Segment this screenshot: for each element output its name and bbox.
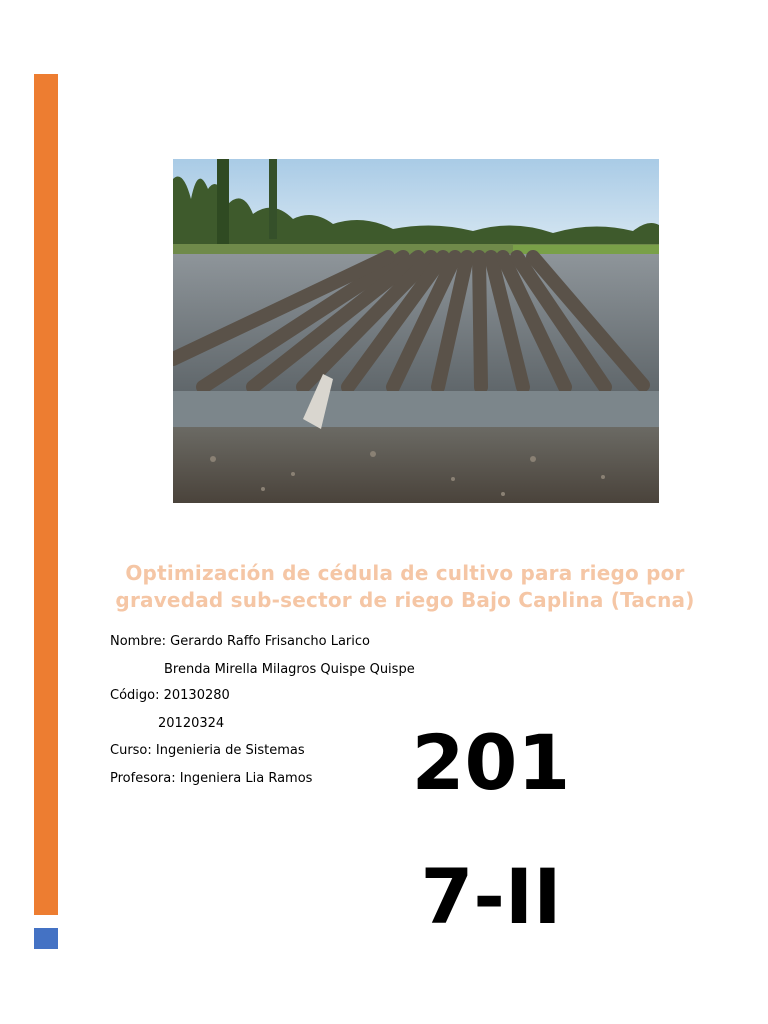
accent-bar — [34, 74, 58, 915]
course: Curso: Ingenieria de Sistemas — [110, 743, 305, 758]
title-line-2: gravedad sub-sector de riego Bajo Caplina (Tacna) — [115, 588, 695, 612]
year-line-2: 7-II — [420, 852, 562, 941]
author-name-2: Brenda Mirella Milagros Quispe Quispe — [164, 662, 415, 677]
author-name-1: Nombre: Gerardo Raffo Frisancho Larico — [110, 634, 370, 649]
accent-square — [34, 928, 58, 949]
document-title — [110, 560, 700, 614]
code-1: Código: 20130280 — [110, 688, 230, 703]
code-2: 20120324 — [158, 716, 225, 731]
cover-photo — [173, 159, 659, 503]
professor: Profesora: Ingeniera Lia Ramos — [110, 771, 313, 786]
title-line-1: Optimización de cédula de cultivo para riego por — [125, 561, 685, 585]
year-line-1: 201 — [411, 718, 571, 807]
